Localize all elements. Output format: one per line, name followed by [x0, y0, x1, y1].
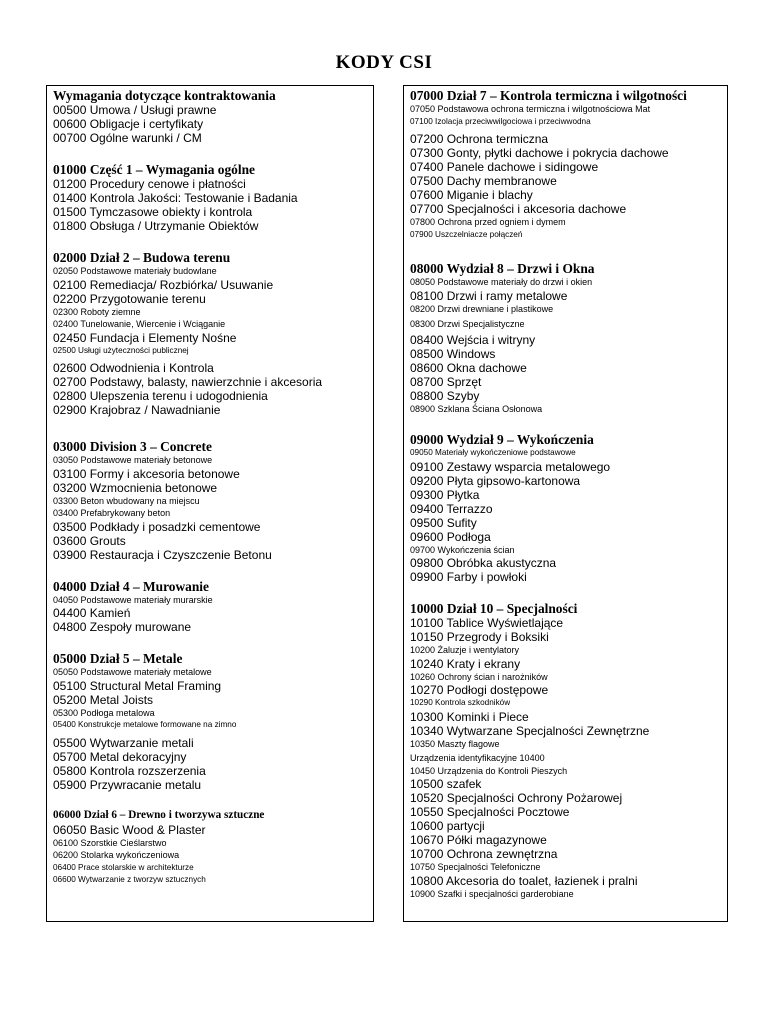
csi-code-item: 10350 Maszty flagowe	[410, 738, 500, 749]
csi-code-item: 10270 Podłogi dostępowe	[410, 683, 549, 697]
csi-code-item: 05050 Podstawowe materiały metalowe	[53, 667, 212, 677]
section-heading: 01000 Część 1 – Wymagania ogólne	[53, 162, 255, 177]
csi-code-item: 10670 Półki magazynowe	[410, 833, 547, 847]
csi-section	[53, 579, 367, 635]
csi-code-item: 05300 Podłoga metalowa	[53, 707, 155, 718]
csi-section	[53, 808, 367, 887]
csi-code-item: 07200 Ochrona termiczna	[410, 132, 549, 146]
section-heading: 02000 Dział 2 – Budowa terenu	[53, 250, 231, 265]
csi-code-item: 06400 Prace stolarskie w architekturze	[53, 862, 194, 872]
csi-code-item: 10900 Szafki i specjalności garderobiane	[410, 888, 574, 899]
csi-code-item: 09300 Płytka	[410, 487, 480, 502]
csi-code-item: 03100 Formy i akcesoria betonowe	[53, 466, 240, 481]
section-heading: 09000 Wydział 9 – Wykończenia	[410, 432, 594, 447]
csi-section	[53, 162, 367, 233]
csi-code-item: 08400 Wejścia i witryny	[410, 332, 536, 347]
csi-code-item: 10200 Żaluzje i wentylatory	[410, 645, 520, 655]
csi-code-item: 10150 Przegrody i Boksiki	[410, 630, 549, 644]
csi-code-item: 08500 Windows	[410, 346, 496, 361]
csi-code-item: 09400 Terrazzo	[410, 501, 493, 516]
csi-code-item: 04050 Podstawowe materiały murarskie	[53, 594, 213, 605]
csi-code-item: 07400 Panele dachowe i sidingowe	[410, 160, 599, 174]
csi-code-item: 08600 Okna dachowe	[410, 360, 527, 375]
csi-code-item: 09500 Sufity	[410, 515, 477, 530]
csi-code-item: Urządzenia identyfikacyjne 10400	[410, 753, 545, 763]
csi-code-item: 04800 Zespoły murowane	[53, 620, 192, 634]
csi-code-item: 01400 Kontrola Jakości: Testowanie i Badania	[53, 191, 298, 205]
csi-code-item: 05500 Wytwarzanie metali	[53, 735, 194, 750]
csi-code-item: 03600 Grouts	[53, 533, 126, 548]
csi-code-item: 10340 Wytwarzane Specjalności Zewnętrzne	[410, 723, 650, 738]
section-heading: 04000 Dział 4 – Murowanie	[53, 578, 209, 594]
csi-code-item: 09100 Zestawy wsparcia metalowego	[410, 459, 611, 474]
csi-code-item: 10450 Urządzenia do Kontroli Pieszych	[410, 765, 568, 776]
csi-code-item: 07600 Miganie i blachy	[410, 188, 533, 202]
left-column	[46, 85, 374, 922]
csi-code-item: 02900 Krajobraz / Nawadnianie	[53, 403, 221, 417]
right-column	[403, 85, 728, 922]
section-heading: 06000 Dział 6 – Drewno i tworzywa sztuczne	[53, 808, 265, 821]
csi-code-item: 03900 Restauracja i Czyszczenie Betonu	[53, 547, 272, 562]
csi-code-item: 10750 Specjalności Telefoniczne	[410, 862, 541, 872]
csi-code-item: 08800 Szyby	[410, 388, 480, 403]
section-heading: 07000 Dział 7 – Kontrola termiczna i wilgotności	[410, 88, 687, 103]
csi-code-item: 03300 Beton wbudowany na miejscu	[53, 495, 200, 506]
csi-section	[410, 432, 721, 584]
csi-code-item: 06600 Wytwarzanie z tworzyw sztucznych	[53, 875, 206, 884]
section-heading: 10000 Dział 10 – Specjalności	[410, 601, 578, 616]
csi-code-item: 03050 Podstawowe materiały betonowe	[53, 455, 213, 465]
csi-code-item: 03200 Wzmocnienia betonowe	[53, 480, 218, 495]
csi-code-item: 10260 Ochrony ścian i narożników	[410, 671, 548, 682]
csi-code-item: 07900 Uszczelniacze połączeń	[410, 229, 523, 239]
csi-code-item: 10240 Kraty i ekrany	[410, 656, 521, 671]
csi-code-item: 07300 Gonty, płytki dachowe i pokrycia dachowe	[410, 146, 669, 160]
csi-section	[410, 88, 721, 241]
section-heading: Wymagania dotyczące kontraktowania	[53, 88, 276, 103]
csi-code-item: 05800 Kontrola rozszerzenia	[53, 763, 206, 778]
csi-code-item: 05200 Metal Joists	[53, 692, 154, 707]
csi-section	[53, 250, 367, 417]
csi-code-item: 07800 Ochrona przed ogniem i dymem	[410, 217, 566, 227]
csi-code-item: 09050 Materiały wykończeniowe podstawowe	[410, 448, 576, 457]
csi-code-item: 03500 Podkłady i posadzki cementowe	[53, 519, 261, 534]
csi-code-item: 08900 Szklana Ściana Osłonowa	[410, 403, 543, 414]
csi-code-item: 09800 Obróbka akustyczna	[410, 556, 557, 570]
csi-section	[410, 601, 721, 900]
csi-code-item: 02200 Przygotowanie terenu	[53, 291, 206, 306]
csi-code-item: 10700 Ochrona zewnętrzna	[410, 847, 558, 861]
csi-code-item: 04400 Kamień	[53, 606, 131, 620]
csi-code-item: 07100 Izolacja przeciwwilgociowa i przeciwwodna	[410, 116, 591, 126]
csi-code-item: 00700 Ogólne warunki / CM	[53, 131, 202, 145]
csi-code-item: 01800 Obsługa / Utrzymanie Obiektów	[53, 219, 259, 233]
csi-code-item: 08200 Drzwi drewniane i plastikowe	[410, 303, 554, 314]
csi-code-item: 01500 Tymczasowe obiekty i kontrola	[53, 205, 253, 219]
csi-code-item: 08100 Drzwi i ramy metalowe	[410, 288, 568, 303]
csi-code-item: 10550 Specjalności Pocztowe	[410, 805, 570, 819]
csi-section	[53, 651, 367, 792]
csi-code-item: 05400 Konstrukcje metalowe formowane na zimno	[53, 720, 237, 729]
csi-code-item: 02700 Podstawy, balasty, nawierzchnie i akcesoria	[53, 375, 323, 389]
section-heading: 05000 Dział 5 – Metale	[53, 651, 183, 666]
csi-code-item: 10290 Kontrola szkodników	[410, 698, 511, 707]
csi-code-item: 00600 Obligacje i certyfikaty	[53, 117, 204, 131]
csi-code-item: 09900 Farby i powłoki	[410, 570, 527, 584]
csi-code-item: 05700 Metal dekoracyjny	[53, 749, 187, 764]
csi-code-item: 05100 Structural Metal Framing	[53, 678, 222, 693]
csi-code-item: 02600 Odwodnienia i Kontrola	[53, 361, 214, 375]
csi-code-item: 02050 Podstawowe materiały budowlane	[53, 266, 217, 276]
csi-code-item: 06050 Basic Wood & Plaster	[53, 822, 206, 837]
csi-code-item: 10100 Tablice Wyświetlające	[410, 616, 564, 630]
csi-code-item: 08300 Drzwi Specjalistyczne	[410, 319, 525, 329]
csi-code-item: 07500 Dachy membranowe	[410, 174, 557, 188]
csi-code-item: 03400 Prefabrykowany beton	[53, 508, 171, 518]
csi-code-item: 08050 Podstawowe materiały do drzwi i okien	[410, 277, 593, 287]
csi-code-item: 10300 Kominki i Piece	[410, 709, 529, 724]
csi-code-item: 10500 szafek	[410, 777, 482, 791]
csi-code-item: 01200 Procedury cenowe i płatności	[53, 177, 246, 191]
section-heading: 03000 Division 3 – Concrete	[53, 439, 212, 454]
csi-section	[53, 439, 367, 562]
csi-code-item: 10520 Specjalności Ochrony Pożarowej	[410, 791, 623, 805]
csi-code-item: 09600 Podłoga	[410, 529, 491, 544]
csi-code-item: 10800 Akcesoria do toalet, łazienek i pralni	[410, 873, 638, 888]
csi-code-item: 02100 Remediacja/ Rozbiórka/ Usuwanie	[53, 277, 274, 292]
csi-code-item: 02500 Usługi użyteczności publicznej	[53, 345, 189, 355]
csi-code-item: 05900 Przywracanie metalu	[53, 777, 202, 792]
csi-code-item: 02400 Tunelowanie, Wiercenie i Wciąganie	[53, 319, 226, 329]
csi-code-item: 06100 Szorstkie Cieślarstwo	[53, 837, 167, 848]
page-title: KODY CSI	[335, 52, 433, 73]
csi-code-item: 08700 Sprzęt	[410, 374, 482, 389]
csi-code-item: 00500 Umowa / Usługi prawne	[53, 103, 217, 117]
csi-code-item: 07050 Podstawowa ochrona termiczna i wilgotnościowa Mat	[410, 104, 651, 114]
csi-code-item: 06200 Stolarka wykończeniowa	[53, 850, 180, 860]
csi-code-item: 02450 Fundacja i Elementy Nośne	[53, 330, 237, 345]
csi-code-item: 02800 Ulepszenia terenu i udogodnienia	[53, 389, 268, 403]
section-heading: 08000 Wydział 8 – Drzwi i Okna	[410, 261, 595, 276]
csi-code-item: 09200 Płyta gipsowo-kartonowa	[410, 473, 581, 488]
csi-section	[410, 261, 721, 415]
csi-code-item: 07700 Specjalności i akcesoria dachowe	[410, 202, 627, 216]
csi-code-item: 10600 partycji	[410, 819, 485, 833]
csi-code-item: 09700 Wykończenia ścian	[410, 544, 515, 555]
csi-code-item: 02300 Roboty ziemne	[53, 306, 141, 317]
csi-section	[53, 88, 367, 145]
